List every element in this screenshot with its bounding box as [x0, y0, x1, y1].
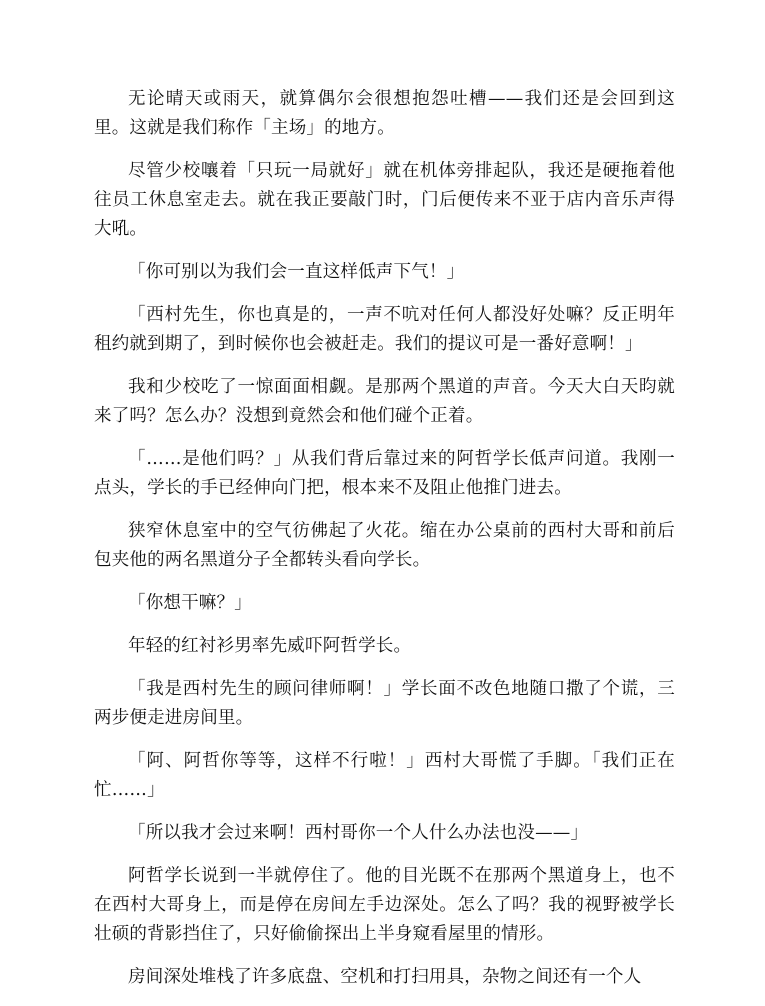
paragraph: 尽管少校嚷着「只玩一局就好」就在机体旁排起队，我还是硬拖着他往员工休息室走去。就在我正要敲门时，门后便传来不亚于店内音乐声得大吼。: [94, 161, 675, 239]
dialogue-paragraph: 「……是他们吗？」从我们背后靠过来的阿哲学长低声问道。我刚一点头，学长的手已经伸向门把，根本来不及阻止他推门进去。: [94, 449, 675, 498]
paragraph: 无论晴天或雨天，就算偶尔会很想抱怨吐槽——我们还是会回到这里。这就是我们称作「主场」的地方。: [94, 89, 675, 138]
dialogue-paragraph: 「我是西村先生的顾问律师啊！」学长面不改色地随口撒了个谎，三两步便走进房间里。: [94, 679, 675, 728]
dialogue-paragraph: 「阿、阿哲你等等，这样不行啦！」西村大哥慌了手脚。「我们正在忙……」: [94, 751, 675, 800]
dialogue-paragraph: 「你可别以为我们会一直这样低声下气！」: [128, 262, 465, 282]
paragraph: 房间深处堆栈了许多底盘、空机和打扫用具，杂物之间还有一个人: [128, 967, 642, 987]
paragraph: 我和少校吃了一惊面面相觑。是那两个黑道的声音。今天大白天昀就来了吗？怎么办？没想到竟然会和他们碰个正着。: [94, 377, 675, 426]
dialogue-paragraph: 「所以我才会过来啊！西村哥你一个人什么办法也没——」: [128, 823, 589, 843]
dialogue-paragraph: 「你想干嘛？」: [128, 593, 252, 613]
paragraph: 狭窄休息室中的空气彷佛起了火花。缩在办公桌前的西村大哥和前后包夹他的两名黑道分子全都转头看向学长。: [94, 521, 675, 570]
page-body: [94, 85, 675, 1006]
paragraph: 阿哲学长说到一半就停住了。他的目光既不在那两个黑道身上，也不在西村大哥身上，而是停在房间左手边深处。怎么了吗？我的视野被学长壮硕的背影挡住了，只好偷偷探出上半身窥看屋里的情形。: [94, 866, 675, 944]
dialogue-paragraph: 「西村先生，你也真是的，一声不吭对任何人都没好处嘛？反正明年租约就到期了，到时候你也会被赶走。我们的提议可是一番好意啊！」: [94, 305, 675, 354]
paragraph: 年轻的红衬衫男率先威吓阿哲学长。: [128, 636, 412, 656]
